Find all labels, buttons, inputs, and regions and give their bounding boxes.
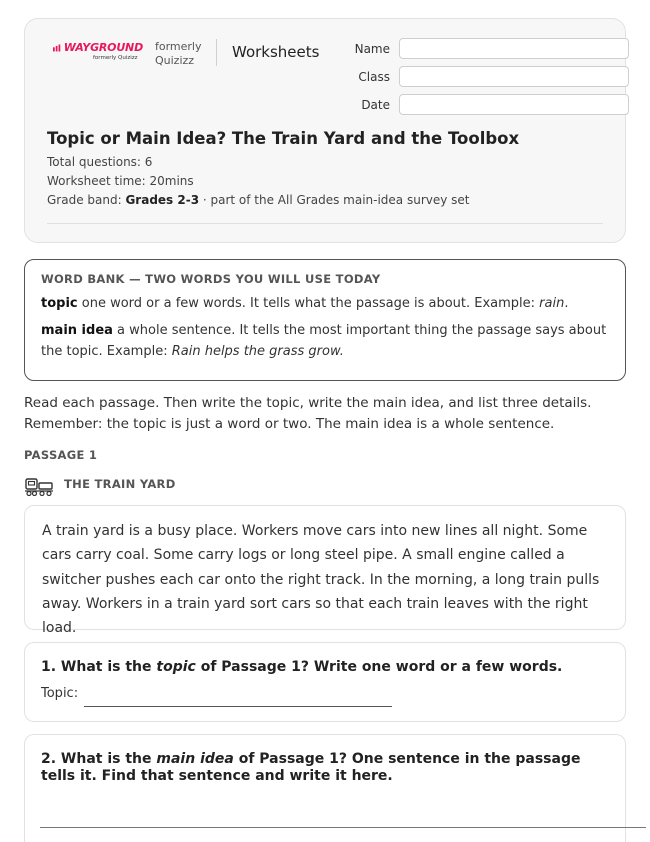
header-divider [216,39,217,66]
worksheet-header [24,18,626,243]
word-bank-heading: WORD BANK — TWO WORDS YOU WILL USE TODAY [41,272,381,286]
total-questions: Total questions: 6 [47,155,153,169]
brand-subtitle: formerly Quizizz [93,55,138,61]
passage-text: A train yard is a busy place. Workers move cars into new lines all night. Some cars carry coal. Some carry logs or long steel pipe. A small engine called a switcher pushes each car onto the right track. In the morning, a long train pulls away. Workers in a train yard sort cars so that each train leaves with the right load. [42,523,600,637]
question-1 [24,642,626,722]
header-rule [47,223,603,224]
worksheet-time: Worksheet time: 20mins [47,174,194,188]
worksheet-title: Topic or Main Idea? The Train Yard and the Toolbox [47,129,520,148]
formerly-note: formerly Quizizz [155,40,202,67]
logo-mark-icon [53,43,63,53]
word-bank-main-idea: main idea a whole sentence. It tells the most important thing the passage says about the topic. Example: Rain helps the grass grow. [41,323,607,359]
main-idea-answer-line[interactable] [40,827,646,828]
grade-band: Grade band: Grades 2-3 · part of the All Grades main-idea survey set [47,193,470,207]
name-label: Name [354,42,390,56]
topic-answer-line[interactable] [84,706,392,707]
passage-name: THE TRAIN YARD [64,477,176,491]
worksheets-label: Worksheets [232,43,320,61]
wayground-logo [53,41,143,65]
word-bank [24,259,626,381]
train-icon [25,478,53,496]
class-label: Class [358,70,390,84]
question-1-text: 1. What is the topic of Passage 1? Write one word or a few words. [41,659,563,675]
question-2-text: 2. What is the main idea of Passage 1? One sentence in the passage tells it. Find that sentence and write it here. [41,751,581,784]
question-2 [24,734,626,842]
date-field[interactable] [399,94,629,115]
passage-label: PASSAGE 1 [24,448,98,462]
name-field[interactable] [399,38,629,59]
class-field[interactable] [399,66,629,87]
instructions: Read each passage. Then write the topic, write the main idea, and list three details. Remember: the topic is just a word or two. The main idea is a whole sentence. [24,395,592,432]
topic-answer-label: Topic: [41,686,79,701]
passage-card [24,505,626,637]
word-bank-topic: topic one word or a few words. It tells what the passage is about. Example: rain. [41,296,569,311]
brand-name: WAYGROUND [63,41,143,54]
date-label: Date [361,98,390,112]
